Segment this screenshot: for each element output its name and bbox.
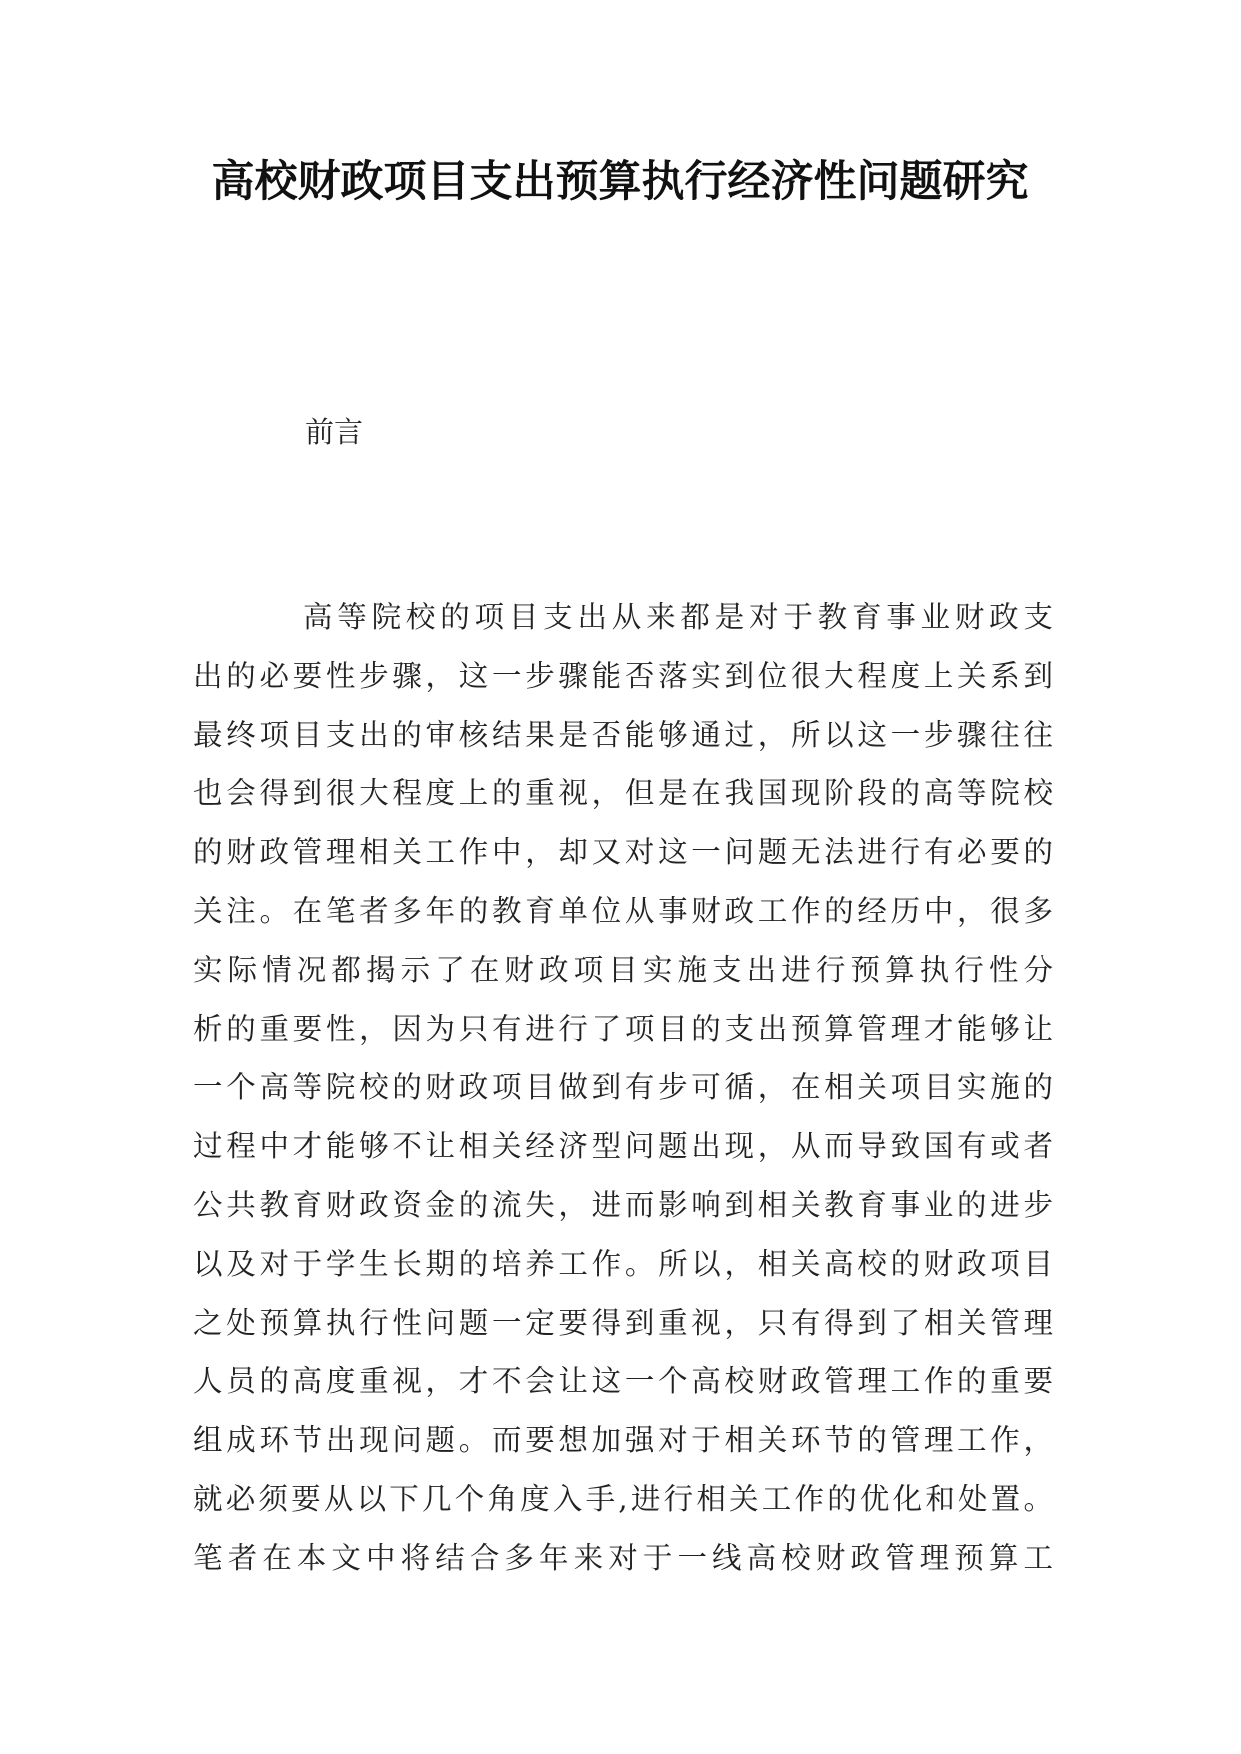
paragraph-line: 公共教育财政资金的流失，进而影响到相关教育事业的进步: [193, 1187, 1053, 1222]
paragraph-line: [193, 588, 1053, 647]
paragraph-line: 最终项目支出的审核结果是否能够通过，所以这一步骤往往: [193, 717, 1053, 752]
paragraph-line: 组成环节出现问题。而要想加强对于相关环节的管理工作，: [193, 1423, 1053, 1458]
paragraph-line: 也会得到很大程度上的重视，但是在我国现阶段的高等院校: [193, 776, 1053, 811]
paragraph-line: 以及对于学生长期的培养工作。所以，相关高校的财政项目: [193, 1246, 1053, 1281]
paragraph-line: 就必须要从以下几个角度入手,进行相关工作的优化和处置。: [193, 1481, 1053, 1516]
paragraph-line: 之处预算执行性问题一定要得到重视，只有得到了相关管理: [193, 1305, 1053, 1340]
paragraph-line: 析的重要性，因为只有进行了项目的支出预算管理才能够让: [193, 1011, 1053, 1046]
paragraph-line: 关注。在笔者多年的教育单位从事财政工作的经历中，很多: [193, 893, 1053, 928]
paragraph-line: 的财政管理相关工作中，却又对这一问题无法进行有必要的: [193, 835, 1053, 870]
section-heading: 前言: [305, 415, 364, 449]
paragraph-line: 人员的高度重视，才不会让这一个高校财政管理工作的重要: [193, 1364, 1053, 1399]
paragraph-line: 出的必要性步骤，这一步骤能否落实到位很大程度上关系到: [193, 658, 1053, 693]
paragraph-line: 过程中才能够不让相关经济型问题出现，从而导致国有或者: [193, 1129, 1053, 1164]
paragraph-line-text: 高等院校的项目支出从来都是对于教育事业财政支: [303, 600, 1053, 634]
body-paragraph: [193, 588, 1053, 1588]
paragraph-line: 实际情况都揭示了在财政项目实施支出进行预算执行性分: [193, 952, 1053, 987]
paragraph-line: 一个高等院校的财政项目做到有步可循，在相关项目实施的: [193, 1070, 1053, 1105]
paragraph-line: 笔者在本文中将结合多年来对于一线高校财政管理预算工: [193, 1540, 1053, 1575]
document-title: 高校财政项目支出预算执行经济性问题研究: [211, 157, 1029, 207]
